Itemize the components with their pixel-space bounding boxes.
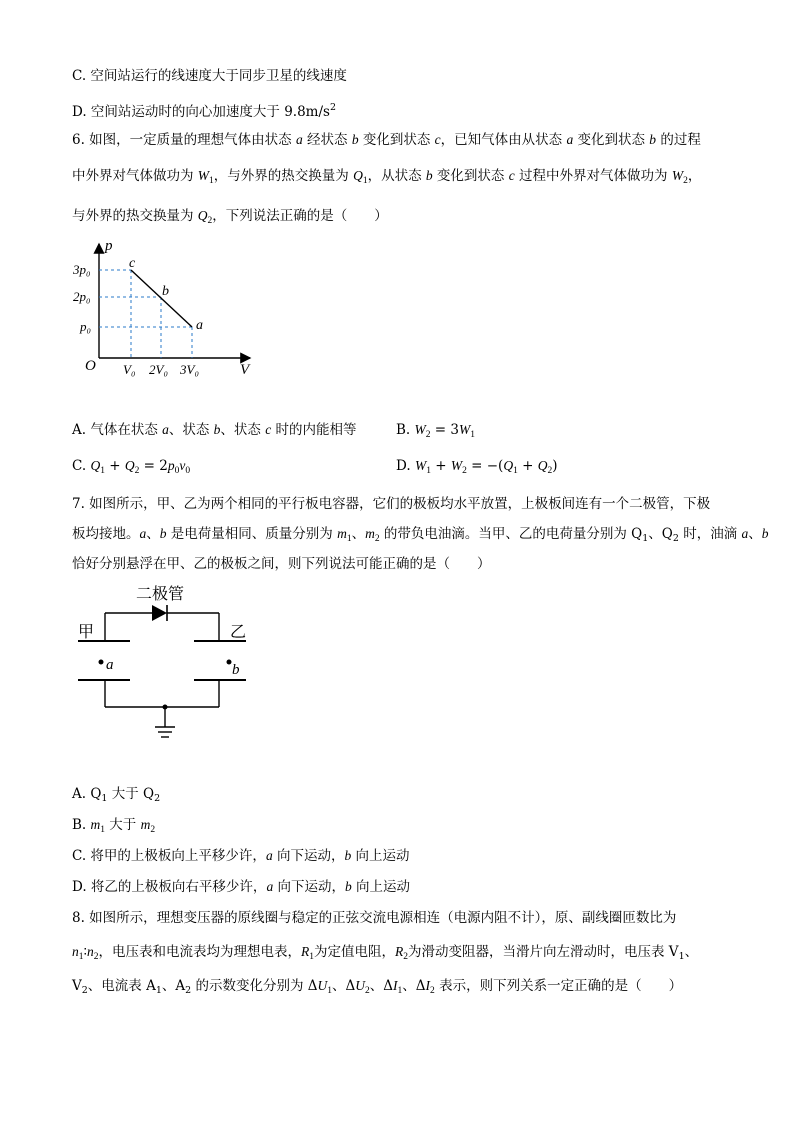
text-run: 大于 — [105, 817, 141, 833]
text-run: 、A — [161, 978, 186, 994]
math-var: $m_1$ — [337, 526, 352, 544]
text-run: 、电流表 A — [87, 978, 156, 994]
math-var: a — [566, 132, 574, 147]
text-run: A. 气体在状态 — [72, 422, 163, 438]
text-run: B. — [396, 422, 415, 438]
math-subscript: 1 — [362, 176, 368, 186]
y-tick-2p0: 2p₀ — [73, 289, 91, 304]
math-subscript: 1 — [309, 952, 315, 962]
q8-stem-line1 — [72, 908, 676, 928]
text-run: 8. 如图所示，理想变压器的原线圈与稳定的正弦交流电源相连（电源内阻不计），原、副线圈匝数比为 — [72, 910, 677, 926]
text-run: 经状态 — [302, 132, 352, 148]
diode-label: 二极管 — [136, 586, 185, 603]
capacitor-jia-label: 甲 — [78, 624, 95, 641]
q7-option-c — [72, 846, 410, 866]
x-tick-v0: V₀ — [123, 362, 136, 377]
text-run: = −( — [466, 458, 504, 474]
math-var: $m_2$ — [140, 817, 156, 835]
oil-drop-a-label: a — [106, 657, 114, 673]
math-subscript: 1 — [470, 430, 475, 440]
math-var: $I_1$ — [393, 978, 403, 996]
origin-label: O — [85, 358, 96, 374]
oil-drop-a — [99, 660, 104, 665]
text-run: D. 将乙的上极板向右平移少许， — [72, 879, 267, 895]
math-var: $U_2$ — [355, 978, 370, 996]
q6-option-a — [72, 420, 357, 440]
math-var: $Q_2$ — [124, 458, 140, 476]
text-run: 、 — [684, 944, 699, 960]
y-tick-3p0: 3p₀ — [73, 262, 91, 277]
text-run: 变化到状态 — [432, 168, 509, 184]
q7-option-d — [72, 877, 410, 897]
text-run: 、Δ — [402, 978, 426, 994]
math-var: a — [295, 132, 303, 147]
text-run: 表示，则下列关系一定正确的是（ ） — [434, 978, 683, 994]
math-var: $m_2$ — [365, 526, 380, 544]
math-var: b — [761, 526, 769, 541]
q7-option-b — [72, 815, 155, 840]
q6-option-d — [396, 456, 558, 481]
text-run: 的带负电油滴。当甲、乙的电荷量分别为 Q — [379, 526, 643, 542]
math-var: b — [344, 848, 352, 863]
text-run: ， — [687, 168, 702, 184]
q8-stem-line3 — [72, 976, 682, 1001]
text-run: = 3 — [430, 422, 459, 438]
text-run: + — [430, 458, 451, 474]
math-var: a — [266, 879, 274, 894]
text-run: ，电压表和电流表均为理想电表， — [98, 944, 302, 960]
math-subscript: 2 — [403, 952, 409, 962]
math-var: $n_1$ — [72, 944, 84, 962]
point-c-label: c — [129, 256, 136, 271]
text-run: C. 将甲的上极板向上平移少许， — [72, 848, 266, 864]
math-var: $R_2$ — [395, 944, 409, 962]
text-run: 6. 如图，一定质量的理想气体由状态 — [72, 132, 296, 148]
q7-stem-line2 — [72, 524, 769, 549]
math-var: $U_1$ — [317, 978, 333, 996]
text-run: 、 — [351, 526, 366, 542]
text-run: 、Δ — [332, 978, 356, 994]
text-run: 时，油滴 — [678, 526, 742, 542]
text-run: ∶ — [83, 944, 88, 960]
subscript: 2 — [154, 793, 161, 804]
q5-option-d-text: D. 空间站运动时的向心加速度大于 9.8m/s — [72, 104, 330, 120]
q6-option-c — [72, 456, 190, 481]
math-subscript: 1 — [426, 466, 431, 476]
math-subscript: 2 — [683, 176, 688, 186]
math-var: c — [265, 422, 272, 437]
math-var: a — [741, 526, 749, 541]
math-subscript: 0 — [185, 466, 191, 476]
math-subscript: 2 — [134, 466, 140, 476]
math-subscript: 2 — [365, 986, 370, 996]
math-var: a — [265, 848, 273, 863]
capacitor-yi-label: 乙 — [230, 624, 247, 641]
math-subscript: 1 — [327, 986, 333, 996]
text-run: = 2 — [139, 458, 168, 474]
text-run: 7. 如图所示，甲、乙为两个相同的平行板电容器，它们的极板均水平放置，上极板间连有一个二极管，下极 — [72, 496, 711, 512]
y-tick-p0: p₀ — [80, 319, 92, 334]
text-run: 、 — [146, 526, 160, 542]
math-subscript: 1 — [346, 534, 352, 544]
text-run: 、 — [748, 526, 762, 542]
subscript: 1 — [155, 985, 162, 996]
x-axis-label: V — [240, 362, 250, 378]
q6-stem-line2 — [72, 166, 701, 191]
q7-stem-line3 — [72, 554, 491, 574]
point-b-label: b — [162, 284, 169, 299]
text-run: 中外界对气体做功为 — [72, 168, 198, 184]
math-var: $v_0$ — [179, 458, 191, 476]
math-var: $W_1$ — [414, 458, 431, 476]
subscript: 2 — [81, 985, 88, 996]
text-run: 时的内能相等 — [271, 422, 357, 438]
math-subscript: 0 — [174, 466, 180, 476]
math-var: b — [344, 879, 352, 894]
math-subscript: 2 — [374, 534, 380, 544]
text-run: 向下运动， — [272, 848, 345, 864]
q6-pv-graph — [72, 238, 262, 383]
text-run: 、状态 — [220, 422, 266, 438]
text-run: ，已知气体由从状态 — [440, 132, 567, 148]
point-a-label: a — [196, 318, 203, 333]
math-var: $W_2$ — [671, 168, 688, 186]
text-run: 、Q — [648, 526, 673, 542]
text-run: A. Q — [72, 786, 102, 802]
diode-symbol — [152, 605, 167, 621]
subscript: 1 — [678, 951, 685, 962]
text-run: 向上运动 — [351, 848, 410, 864]
math-var: a — [162, 422, 169, 437]
text-run: 的示数变化分别为 Δ — [191, 978, 318, 994]
text-run: 恰好分别悬浮在甲、乙的极板之间，则下列说法可能正确的是（ ） — [72, 556, 491, 572]
text-run: ，与外界的热交换量为 — [213, 168, 354, 184]
text-run: 、Δ — [369, 978, 394, 994]
math-var: $W_2$ — [450, 458, 467, 476]
math-var: a — [139, 526, 147, 541]
oil-drop-b — [227, 660, 232, 665]
math-var: $Q_2$ — [537, 458, 553, 476]
text-run: 是电荷量相同、质量分别为 — [166, 526, 338, 542]
math-subscript: 1 — [100, 466, 105, 476]
q5-option-d-exponent: 2 — [329, 102, 337, 113]
y-axis-label: p — [105, 238, 113, 254]
text-run: + — [104, 458, 125, 474]
q6-option-b — [396, 420, 475, 445]
q7-option-a — [72, 784, 160, 809]
math-subscript: 2 — [425, 430, 431, 440]
math-subscript: 1 — [513, 466, 518, 476]
math-subscript: 2 — [207, 216, 213, 226]
text-run: D. — [396, 458, 415, 474]
math-subscript: 2 — [547, 466, 553, 476]
text-run: 的过程 — [656, 132, 701, 148]
math-var: $Q_1$ — [353, 168, 368, 186]
math-var: b — [351, 132, 359, 147]
text-run: 与外界的热交换量为 — [72, 208, 198, 224]
x-tick-2v0: 2V₀ — [149, 362, 168, 377]
math-subscript: 2 — [462, 466, 467, 476]
math-var: c — [434, 132, 441, 147]
text-run: 板均接地。 — [72, 526, 140, 542]
math-var: $p_0$ — [167, 458, 180, 476]
math-var: $Q_1$ — [90, 458, 105, 476]
math-var: c — [508, 168, 515, 183]
math-var: b — [649, 132, 657, 147]
q8-stem-line2 — [72, 942, 698, 967]
subscript: 1 — [101, 793, 108, 804]
math-subscript: 1 — [78, 952, 84, 962]
q6-stem-line1 — [72, 130, 701, 150]
math-var: $W_1$ — [197, 168, 214, 186]
math-var: $Q_2$ — [197, 208, 213, 226]
text-run: 大于 Q — [107, 786, 155, 802]
text-run: + — [517, 458, 538, 474]
text-run: 变化到状态 — [358, 132, 435, 148]
math-var: $W_2$ — [414, 422, 431, 440]
math-var: $Q_1$ — [503, 458, 518, 476]
math-var: $n_2$ — [87, 944, 99, 962]
text-run: 过程中外界对气体做功为 — [514, 168, 672, 184]
math-subscript: 1 — [209, 176, 214, 186]
text-run: 向下运动， — [273, 879, 345, 895]
text-run: 为滑动变阻器，当滑片向左滑动时，电压表 V — [408, 944, 679, 960]
text-run: 向上运动 — [351, 879, 411, 895]
math-var: $R_1$ — [301, 944, 315, 962]
text-run: ，从状态 — [367, 168, 426, 184]
q5-option-c: C. 空间站运行的线速度大于同步卫星的线速度 — [72, 68, 347, 84]
math-var: $m_1$ — [90, 817, 106, 835]
math-var: b — [213, 422, 221, 437]
subscript: 2 — [672, 533, 679, 544]
text-run: ，下列说法正确的是（ ） — [212, 208, 388, 224]
math-var: $W_1$ — [459, 422, 475, 440]
text-run: V — [72, 978, 82, 994]
math-var: $I_2$ — [425, 978, 435, 996]
q6-stem-line3 — [72, 206, 388, 231]
text-run: 、状态 — [168, 422, 214, 438]
text-run: B. — [72, 817, 91, 833]
math-subscript: 2 — [430, 986, 435, 996]
x-tick-3v0: 3V₀ — [180, 362, 199, 377]
math-var: b — [425, 168, 433, 183]
text-run: ) — [552, 458, 558, 474]
subscript: 1 — [642, 533, 649, 544]
math-subscript: 2 — [93, 952, 99, 962]
q5-option-d — [72, 98, 336, 122]
subscript: 2 — [185, 985, 192, 996]
q7-capacitor-diagram — [70, 580, 270, 750]
math-subscript: 1 — [100, 825, 106, 835]
text-run: C. — [72, 458, 91, 474]
text-run: 为定值电阻， — [314, 944, 396, 960]
math-var: b — [159, 526, 167, 541]
math-subscript: 1 — [397, 986, 403, 996]
q7-stem-line1 — [72, 494, 710, 514]
math-subscript: 2 — [150, 825, 156, 835]
text-run: 变化到状态 — [573, 132, 650, 148]
oil-drop-b-label: b — [232, 662, 240, 678]
